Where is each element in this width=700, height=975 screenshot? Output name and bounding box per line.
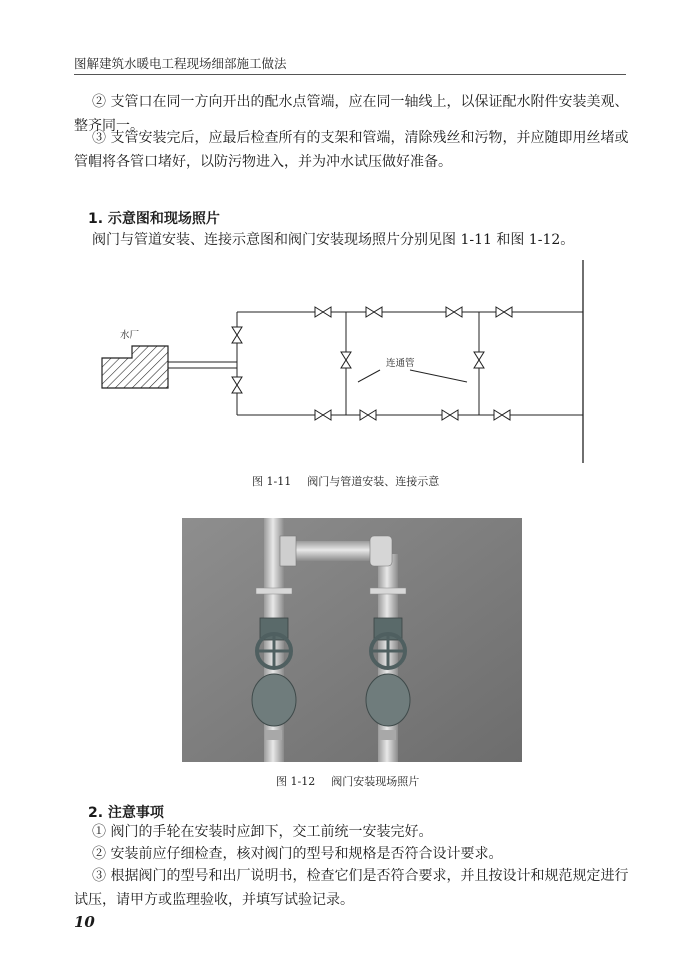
valve-icon xyxy=(496,307,512,317)
figure-1-12-caption xyxy=(276,773,435,789)
valve-icon xyxy=(360,410,376,420)
section-1-heading: 1. 示意图和现场照片 xyxy=(88,211,220,227)
valves xyxy=(232,307,512,420)
notes-item-1: ① 阀门的手轮在安装时应卸下，交工前统一安装完好。 xyxy=(92,824,433,840)
valve-piping-diagram xyxy=(90,260,600,470)
figure-number: 图 1-12 xyxy=(276,775,316,788)
valve-icon xyxy=(341,352,351,368)
valve-installation-photo xyxy=(182,518,522,762)
valve-icon xyxy=(366,307,382,317)
pipe-network xyxy=(168,260,583,463)
valve-icon xyxy=(474,352,484,368)
figure-title: 阀门与管道安装、连接示意 xyxy=(307,475,440,488)
handwheel-icon xyxy=(371,634,405,668)
section-2-heading: 2. 注意事项 xyxy=(88,805,164,821)
figure-number: 图 1-11 xyxy=(252,475,292,488)
valve-icon xyxy=(232,327,242,343)
notes-item-2: ② 安装前应仔细检查，核对阀门的型号和规格是否符合设计要求。 xyxy=(92,846,503,862)
section-1-body: 阀门与管道安装、连接示意图和阀门安装现场照片分别见图 1-11 和图 1-12。 xyxy=(92,232,575,248)
figure-1-11-caption xyxy=(252,473,455,489)
valve-icon xyxy=(442,410,458,420)
figure-title: 阀门安装现场照片 xyxy=(331,775,420,788)
water-plant xyxy=(102,346,168,388)
connecting-pipe-label: 连通管 xyxy=(386,358,415,369)
paragraph-2: ② 支管口在同一方向开出的配水点管端，应在同一轴线上，以保证配水附件安装美观、整齐同一。 xyxy=(74,94,629,134)
valve-icon xyxy=(315,410,331,420)
page-number: 10 xyxy=(74,913,95,931)
valve-icon xyxy=(315,307,331,317)
valve-icon xyxy=(446,307,462,317)
valve-icon xyxy=(232,377,242,393)
header-rule xyxy=(74,74,626,75)
water-plant-label: 水厂 xyxy=(120,330,140,341)
notes-item-3: ③ 根据阀门的型号和出厂说明书，检查它们是否符合要求，并且按设计和规范规定进行试压，请甲方或监理验收，并填写试验记录。 xyxy=(74,868,629,908)
running-head: 图解建筑水暖电工程现场细部施工做法 xyxy=(74,56,287,71)
handwheel-icon xyxy=(257,634,291,668)
valve-icon xyxy=(494,410,510,420)
paragraph-3: ③ 支管安装完后，应最后检查所有的支架和管端，清除残丝和污物，并应随即用丝堵或管帽将各管口堵好，以防污物进入，并为冲水试压做好准备。 xyxy=(74,130,629,170)
